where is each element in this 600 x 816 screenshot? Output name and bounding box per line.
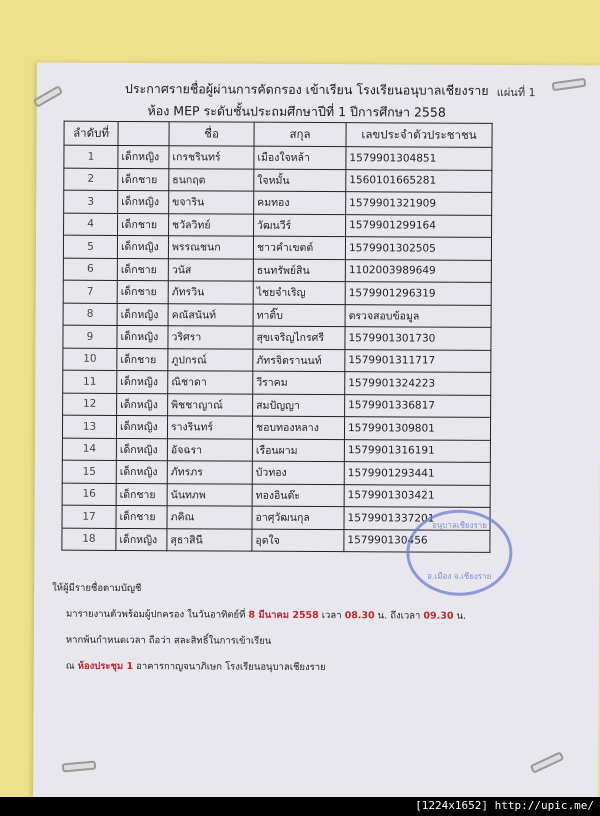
column-header: สกุล <box>254 122 346 146</box>
title-prefix: เด็กหญิง <box>116 528 167 551</box>
last-name: วีราคม <box>253 371 345 394</box>
title-prefix: เด็กหญิง <box>118 145 169 168</box>
citizen-id: 1579901337201 <box>344 507 490 530</box>
row-number: 13 <box>62 415 116 438</box>
title-prefix: เด็กชาย <box>117 280 168 303</box>
last-name: อุดใจ <box>252 529 344 552</box>
row-number: 10 <box>63 348 117 371</box>
posted-document <box>33 63 600 801</box>
column-header: ลำดับที่ <box>64 121 118 145</box>
first-name: รางรินทร์ <box>167 416 252 439</box>
row-number: 18 <box>62 528 116 551</box>
last-name: คมทอง <box>254 191 346 214</box>
title-prefix: เด็กหญิง <box>116 415 167 438</box>
instructions <box>52 581 467 687</box>
first-name: พรรณชนก <box>168 236 253 259</box>
first-name: ณิชาดา <box>168 371 253 394</box>
table-row <box>64 213 492 238</box>
last-name: ทองอินต๊ะ <box>252 484 344 507</box>
row-number: 8 <box>63 303 117 326</box>
last-name: เรือนผาม <box>252 439 344 462</box>
table-row <box>64 145 492 170</box>
title-prefix: เด็กหญิง <box>117 393 168 416</box>
watermark-bar <box>0 797 600 816</box>
end-time: 09.30 <box>423 610 454 622</box>
title-prefix: เด็กชาย <box>117 258 168 281</box>
row-number: 11 <box>63 370 117 393</box>
first-name: ชวัลวิทย์ <box>169 213 254 236</box>
note-text: ณ <box>65 660 75 672</box>
citizen-id: 1579901301730 <box>345 327 491 350</box>
table-row <box>63 325 491 350</box>
note-line-1: ให้ผู้มีรายชื่อตามบัญชี <box>52 582 142 595</box>
start-time: 08.30 <box>344 610 375 622</box>
table-row <box>62 438 490 463</box>
title-prefix: เด็กหญิง <box>117 325 168 348</box>
row-number: 17 <box>62 505 116 528</box>
first-name: สุธาสินี <box>167 528 252 551</box>
note-text: เวลา <box>321 610 342 622</box>
first-name: ภัทรวิน <box>168 281 253 304</box>
row-number: 15 <box>62 460 116 483</box>
report-date: 8 มีนาคม 2558 <box>248 609 319 622</box>
table-row <box>63 303 491 328</box>
student-list-table <box>61 121 492 553</box>
stamp-text-bottom: อ.เมือง จ.เชียงราย <box>427 571 492 581</box>
title-prefix: เด็กชาย <box>116 483 167 506</box>
row-number: 1 <box>64 145 118 168</box>
column-header: ชื่อ <box>169 122 254 146</box>
row-number: 7 <box>63 280 117 303</box>
note-text: มารายงานตัวพร้อมผู้ปกครอง ในวันอาทิตย์ที่ <box>66 608 246 621</box>
title-prefix: เด็กหญิง <box>117 370 168 393</box>
note-text: น. <box>456 610 467 622</box>
note-line-3: หากพ้นกำหนดเวลา ถือว่า สละสิทธิ์ในการเข้าเรียน <box>65 634 272 647</box>
citizen-id: 1579901303421 <box>344 484 490 507</box>
last-name: สมปัญญา <box>253 394 345 417</box>
citizen-id: 1579901324223 <box>345 372 491 395</box>
citizen-id: 1579901304851 <box>346 147 492 170</box>
last-name: อาศุวัฒนกุล <box>252 506 344 529</box>
table-row <box>62 415 490 440</box>
title-prefix: เด็กชาย <box>116 505 167 528</box>
row-number: 16 <box>62 483 116 506</box>
last-name: สุขเจริญไกรศรี <box>253 326 345 349</box>
sheet-number: แผ่นที่ 1 <box>496 85 536 100</box>
row-number: 5 <box>63 235 117 258</box>
document-subtitle: ห้อง MEP ระดับชั้นประถมศึกษาปีที่ 1 ปีการศึกษา 2558 <box>147 103 446 120</box>
column-header <box>118 121 169 145</box>
citizen-id: 1579901336817 <box>345 394 491 417</box>
row-number: 4 <box>64 213 118 236</box>
table-row <box>64 190 492 215</box>
last-name: ชาวคำเขตต์ <box>253 236 345 259</box>
note-text: น. ถึงเวลา <box>377 610 421 622</box>
title-prefix: เด็กหญิง <box>117 303 168 326</box>
first-name: ขจาริน <box>169 191 254 214</box>
stamp-text-top: อนุบาลเชียงราย <box>431 520 488 530</box>
last-name: ไชยจำเริญ <box>253 281 345 304</box>
title-prefix: เด็กหญิง <box>116 460 167 483</box>
citizen-id: 1579901293441 <box>344 462 490 485</box>
citizen-id: 157990130456 <box>344 529 490 552</box>
first-name: เกรชรินทร์ <box>169 146 254 169</box>
citizen-id: 1579901302505 <box>345 237 491 260</box>
title-prefix: เด็กหญิง <box>117 235 168 258</box>
first-name: คณัสนันท์ <box>168 303 253 326</box>
table-row <box>62 460 490 485</box>
citizen-id: 1579901296319 <box>345 282 491 305</box>
table-row <box>63 258 491 283</box>
note-text: อาคารกาญจนาภิเษก โรงเรียนอนุบาลเชียงราย <box>136 661 326 674</box>
column-header: เลขประจำตัวประชาชน <box>346 123 492 148</box>
watermark-text: [1224x1652] http://upic.me/ <box>415 799 594 812</box>
last-name: ชอบทองหลาง <box>252 416 344 439</box>
first-name: วนัส <box>168 258 253 281</box>
last-name: ธนทรัพย์สิน <box>253 259 345 282</box>
citizen-id: 1579901299164 <box>346 214 492 237</box>
title-prefix: เด็กชาย <box>118 213 169 236</box>
last-name: บัวทอง <box>252 461 344 484</box>
title-prefix: เด็กหญิง <box>118 190 169 213</box>
row-number: 9 <box>63 325 117 348</box>
first-name: วริศรา <box>168 326 253 349</box>
first-name: ธนกฤต <box>169 168 254 191</box>
table-header-row <box>64 121 492 147</box>
last-name: ทาติ๊บ <box>253 304 345 327</box>
title-prefix: เด็กชาย <box>117 348 168 371</box>
table-row <box>64 168 492 193</box>
table-row <box>62 483 490 508</box>
document-title: ประกาศรายชื่อผู้ผ่านการคัดกรอง เข้าเรียน โรงเรียนอนุบาลเชียงราย <box>124 80 489 98</box>
venue-room: ห้องประชุม 1 <box>77 660 134 673</box>
citizen-id: 1579901309801 <box>344 417 490 440</box>
last-name: ใจหมั้น <box>254 169 346 192</box>
citizen-id: 1560101665281 <box>346 169 492 192</box>
citizen-id: 1102003989649 <box>345 259 491 282</box>
table-row <box>63 370 491 395</box>
table-row <box>63 235 491 260</box>
last-name: เมืองใจหล้า <box>254 146 346 169</box>
citizen-id: 1579901316191 <box>344 439 490 462</box>
citizen-id: 1579901321909 <box>346 192 492 215</box>
citizen-id: ตรวจสอบข้อมูล <box>345 304 491 327</box>
row-number: 6 <box>63 258 117 281</box>
last-name: ภัทรจิตรานนท์ <box>253 349 345 372</box>
first-name: ภูปกรณ์ <box>168 348 253 371</box>
citizen-id: 1579901311717 <box>345 349 491 372</box>
note-line-4 <box>66 659 466 676</box>
first-name: อัจฉรา <box>167 438 252 461</box>
table-row <box>63 393 491 418</box>
row-number: 14 <box>62 438 116 461</box>
first-name: พิชชาญาณ์ <box>168 393 253 416</box>
table-row <box>63 348 491 373</box>
first-name: นันทภพ <box>167 483 252 506</box>
last-name: วัฒนวีร์ <box>254 214 346 237</box>
table-row <box>63 280 491 305</box>
row-number: 3 <box>64 190 118 213</box>
first-name: ภัทรภร <box>167 461 252 484</box>
row-number: 2 <box>64 168 118 191</box>
title-prefix: เด็กชาย <box>118 168 169 191</box>
title-prefix: เด็กหญิง <box>116 438 167 461</box>
first-name: ภคิณ <box>167 506 252 529</box>
row-number: 12 <box>63 393 117 416</box>
note-line-2 <box>66 607 466 624</box>
